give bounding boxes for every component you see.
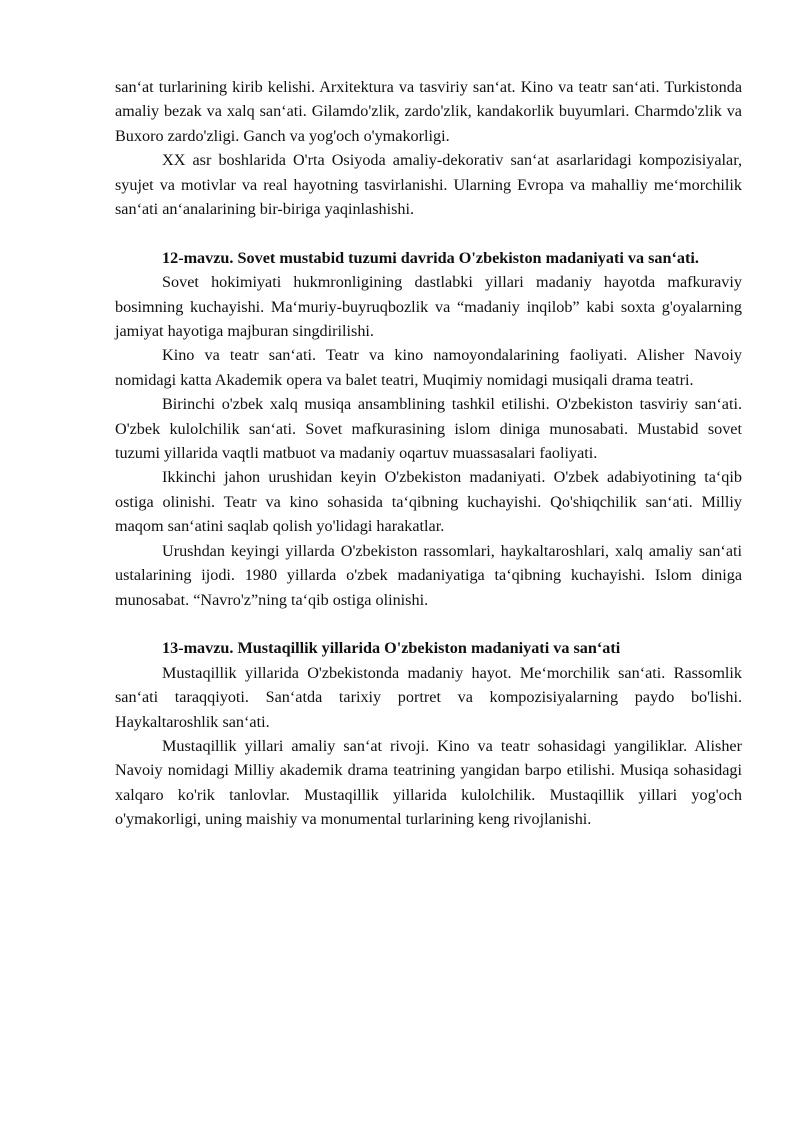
topic-13-paragraph-2: Mustaqillik yillari amaliy san‘at rivoji. Kino va teatr sohasidagi yangiliklar. Alisher Navoiy nomidagi Milliy akademik drama teatrining yangidan barpo etilishi. Musiqa sohasidagi xalqaro ko'rik tanlovlar. Mustaqillik yillarida kulolchilik. Mustaqillik yillari yog'och o'ymakorligi, uning maishiy va monumental turlarining keng rivojlanishi. [115,736,742,829]
topic-12-paragraph-5: Urushdan keyingi yillarda O'zbekiston rassomlari, haykaltaroshlari, xalq amaliy san‘ati ustalarining ijodi. 1980 yillarda o'zbek madaniyatiga ta‘qibning kuchayishi. Islom diniga munosabat. “Navro'z”ning ta‘qib ostiga olinishi. [115,541,742,609]
topic-12-paragraph-1: Sovet hokimiyati hukmronligining dastlabki yillari madaniy hayotda mafkuraviy bosimning kuchayishi. Ma‘muriy-buyruqbozlik va “madaniy inqilob” kabi soxta g'oyalarning jamiyat hayotiga majburan singdirilishi. [115,273,742,341]
topic-13-heading: 13-mavzu. Mustaqillik yillarida O'zbekiston madaniyati va san‘ati [162,639,621,658]
topic-12-paragraph-4: Ikkinchi jahon urushidan keyin O'zbekiston madaniyati. O'zbek adabiyotining ta‘qib ostiga olinishi. Teatr va kino sohasida ta‘qibning kuchayishi. Qo'shiqchilik san‘ati. Milliy maqom san‘atini saqlab qolish yo'lidagi harakatlar. [115,468,742,536]
intro-paragraph-2: XX asr boshlarida O'rta Osiyoda amaliy-dekorativ san‘at asarlaridagi kompozisiyalar, syujet va motivlar va real hayotning tasvirlanishi. Ularning Evropa va mahalliy me‘morchilik san‘ati an‘analarining bir-biriga yaqinlashishi. [115,151,742,219]
topic-12-heading: 12-mavzu. Sovet mustabid tuzumi davrida O'zbekiston madaniyati va san‘ati. [162,248,699,267]
topic-13-paragraph-1: Mustaqillik yillarida O'zbekistonda madaniy hayot. Me‘morchilik san‘ati. Rassomlik san‘ati taraqqiyoti. San‘atda tarixiy portret va kompozisiyalarning paydo bo'lishi. Haykaltaroshlik san‘ati. [115,663,742,731]
topic-12-paragraph-3: Birinchi o'zbek xalq musiqa ansamblining tashkil etilishi. O'zbekiston tasviriy san‘ati. O'zbek kulolchilik san‘ati. Sovet mafkurasining islom diniga munosabati. Mustabid sovet tuzumi yillarida vaqtli matbuot va madaniy oqartuv muassasalari faoliyati. [115,395,742,463]
intro-paragraph-1: san‘at turlarining kirib kelishi. Arxitektura va tasviriy san‘at. Kino va teatr san‘ati. Turkistonda amaliy bezak va xalq san‘ati. Gilamdo'zlik, zardo'zlik, kandakorlik buyumlari. Charmdo'zlik va Buxoro zardo'zligi. Ganch va yog'och o'ymakorligi. [115,78,742,145]
document-page [115,75,742,832]
topic-12-paragraph-2: Kino va teatr san‘ati. Teatr va kino namoyondalarining faoliyati. Alisher Navoiy nomidagi katta Akademik opera va balet teatri, Muqimiy nomidagi musiqali drama teatri. [115,346,742,389]
